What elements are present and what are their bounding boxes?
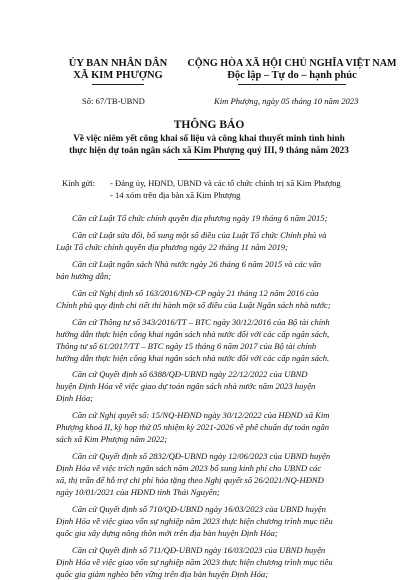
body-line: Thông tư số 61/2017/TT – BTC ngày 15 tháng 6 năm 2017 của Bộ tài chính: [56, 341, 317, 351]
body-line: Căn cứ Thông tư số 343/2016/TT – BTC ngày 30/12/2016 của Bộ tài chính: [72, 317, 330, 327]
body-line: sách xã Kim Phượng năm 2022;: [56, 434, 168, 444]
body-line: Căn cứ Quyết định số 710/QĐ-UBND ngày 16/03/2023 của UBND huyện: [72, 504, 326, 514]
body-line: Căn cứ Quyết định số 711/QĐ-UBND ngày 16/03/2023 của UBND huyện: [72, 545, 326, 555]
org-underline: [92, 84, 144, 85]
body-line: Định Hóa về việc giao vốn sự nghiệp năm 2023 thực hiện chương trình mục tiêu: [56, 516, 333, 526]
recipients-label: Kính gửi:: [62, 178, 96, 188]
org-name-line1: ỦY BAN NHÂN DÂN: [68, 58, 168, 69]
body-line: Phượng khoá II, kỳ họp thứ 05 nhiệm kỳ 2021-2026 về phê chuẩn dự toán ngân: [56, 422, 330, 432]
body-line: bản hướng dẫn;: [56, 271, 112, 281]
org-name-line2: XÃ KIM PHƯỢNG: [73, 70, 163, 81]
subject-line-1: Về việc niêm yết công khai số liệu và công khai thuyết minh tình hình: [73, 133, 345, 143]
body-line: Định Hóa về việc trích ngân sách năm 2023 bổ sung kinh phí cho UBND các: [56, 463, 322, 473]
body-line: Căn cứ Luật Tổ chức chính quyền địa phương ngày 19 tháng 6 năm 2015;: [72, 213, 328, 223]
body-line: ngày 10/01/2021 của HĐND tỉnh Thái Nguyên;: [56, 487, 220, 497]
document-number: Số: 67/TB-UBND: [82, 96, 145, 106]
subject-underline: [178, 159, 240, 160]
recipient-item: - 14 xóm trên địa bàn xã Kim Phượng: [110, 190, 241, 200]
body-line: Căn cứ Luật sửa đổi, bổ sung một số điều của Luật Tổ chức Chính phủ và: [72, 230, 327, 240]
motto-underline: [238, 84, 346, 85]
body-line: Căn cứ Nghị định số 163/2016/NĐ-CP ngày 21 tháng 12 năm 2016 của: [72, 288, 319, 298]
nation-motto: Độc lập – Tự do – hạnh phúc: [227, 70, 357, 81]
body-line: Định Hóa về việc giao vốn sự nghiệp năm 2023 thực hiện chương trình mục tiêu: [56, 557, 333, 567]
body-line: quốc gia giảm nghèo bền vững trên địa bàn huyện Định Hóa;: [56, 569, 269, 579]
body-line: Định Hóa;: [56, 393, 93, 403]
body-line: Căn cứ Quyết định số 6388/QĐ-UBND ngày 22/12/2022 của UBND: [72, 369, 308, 379]
body-line: Chính phủ quy định chi tiết thi hành một số điều của Luật Ngân sách nhà nước;: [56, 300, 331, 310]
body-line: Căn cứ Quyết định số 2832/QĐ-UBND ngày 12/06/2023 của UBND huyện: [72, 451, 331, 461]
body-line: Luật Tổ chức chính quyền địa phương ngày 22 tháng 11 năm 2019;: [56, 242, 288, 252]
body-line: Căn cứ Luật ngân sách Nhà nước ngày 26 tháng 6 năm 2015 và các văn: [72, 259, 322, 269]
body-line: xã, thị trấn để hỗ trợ chi phí hóa tặng theo Nghị quyết số 26/2021/NQ-HĐND: [56, 475, 324, 485]
place-date: Kim Phượng, ngày 05 tháng 10 năm 2023: [214, 96, 359, 106]
body-line: Căn cứ Nghị quyết số: 15/NQ-HĐND ngày 30/12/2022 của HĐND xã Kim: [72, 410, 330, 420]
document-title: THÔNG BÁO: [173, 119, 245, 131]
recipient-item: - Đảng ủy, HĐND, UBND và các tổ chức chính trị xã Kim Phượng: [110, 178, 341, 188]
body-line: hướng dẫn thực hiện công khai ngân sách nhà nước đối với các cấp ngân sách,: [56, 329, 330, 339]
body-line: hướng dẫn thực hiện công khai ngân sách nhà nước đối với các cấp ngân sách.: [56, 353, 330, 363]
nation-name: CỘNG HÒA XÃ HỘI CHỦ NGHĨA VIỆT NAM: [187, 58, 397, 69]
body-line: quốc gia xây dựng nông thôn mới trên địa bàn huyện Định Hóa;: [56, 528, 278, 538]
body-line: huyện Định Hóa về việc giao dự toán ngân sách nhà nước năm 2023 huyện: [56, 381, 316, 391]
subject-line-2: thực hiện dự toán ngân sách xã Kim Phượng quý III, 9 tháng năm 2023: [69, 145, 349, 155]
